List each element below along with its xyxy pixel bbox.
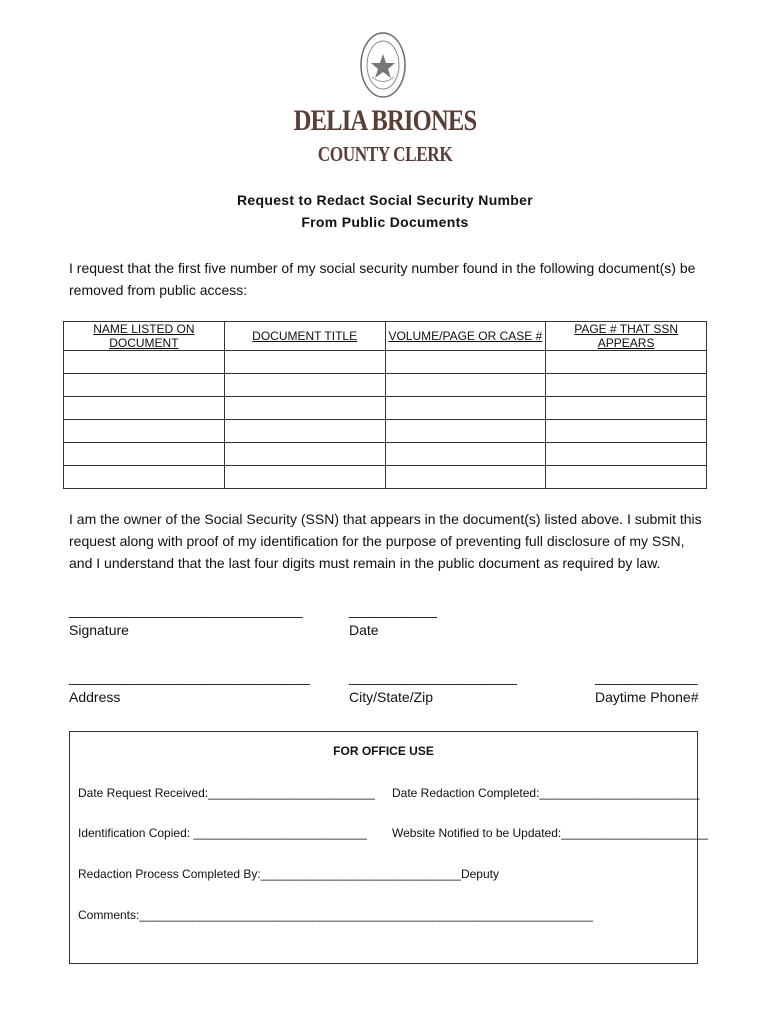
table-cell[interactable] <box>385 374 546 397</box>
table-cell[interactable] <box>64 443 225 466</box>
table-row <box>64 443 707 466</box>
table-cell[interactable] <box>224 443 385 466</box>
comments-field[interactable]: Comments:____________________________________________________________________ <box>78 908 594 922</box>
table-cell[interactable] <box>224 374 385 397</box>
table-cell[interactable] <box>385 397 546 420</box>
table-cell[interactable] <box>224 351 385 374</box>
date-label: Date <box>349 622 379 638</box>
table-cell[interactable] <box>64 420 225 443</box>
documents-table <box>63 321 707 489</box>
phone-line[interactable]: ______________ <box>595 669 698 685</box>
table-cell[interactable] <box>546 443 707 466</box>
intro-paragraph: I request that the first five number of my social security number found in the following document(s) be removed from public access: <box>69 260 696 298</box>
date-line[interactable]: ____________ <box>349 602 437 618</box>
clerk-name: DELIA BRIONES <box>293 104 477 137</box>
column-header-name: NAME LISTED ON DOCUMENT <box>64 322 225 351</box>
table-header-row <box>64 322 707 351</box>
column-header-volume: VOLUME/PAGE OR CASE # <box>385 322 546 351</box>
website-notified-field[interactable]: Website Notified to be Updated:______________________ <box>392 826 709 840</box>
table-row <box>64 466 707 489</box>
table-cell[interactable] <box>385 420 546 443</box>
table-cell[interactable] <box>224 466 385 489</box>
date-redaction-completed-field[interactable]: Date Redaction Completed:________________________ <box>392 786 700 800</box>
table-row <box>64 420 707 443</box>
table-cell[interactable] <box>546 397 707 420</box>
clerk-title: COUNTY CLERK <box>317 142 453 166</box>
redaction-completed-by-field[interactable]: Redaction Process Completed By:______________________________Deputy <box>78 867 499 881</box>
county-seal-logo <box>358 30 408 100</box>
table-row <box>64 397 707 420</box>
table-cell[interactable] <box>64 397 225 420</box>
column-header-page: PAGE # THAT SSN APPEARS <box>546 322 707 351</box>
table-cell[interactable] <box>64 351 225 374</box>
table-cell[interactable] <box>546 466 707 489</box>
date-request-received-field[interactable]: Date Request Received:_________________________ <box>78 786 375 800</box>
table-cell[interactable] <box>546 420 707 443</box>
table-cell[interactable] <box>385 351 546 374</box>
signature-label: Signature <box>69 622 129 638</box>
signature-line[interactable]: ________________________________ <box>69 602 303 618</box>
table-cell[interactable] <box>224 397 385 420</box>
identification-copied-field[interactable]: Identification Copied: __________________________ <box>78 826 367 840</box>
form-title: Request to Redact Social Security Number <box>237 192 533 208</box>
table-cell[interactable] <box>64 466 225 489</box>
table-cell[interactable] <box>64 374 225 397</box>
table-cell[interactable] <box>546 374 707 397</box>
city-state-zip-line[interactable]: _______________________ <box>349 669 517 685</box>
city-state-zip-label: City/State/Zip <box>349 689 434 705</box>
table-row <box>64 374 707 397</box>
table-cell[interactable] <box>385 466 546 489</box>
column-header-title: DOCUMENT TITLE <box>224 322 385 351</box>
office-use-box <box>69 731 709 964</box>
address-label: Address <box>69 689 121 705</box>
table-row <box>64 351 707 374</box>
table-cell[interactable] <box>224 420 385 443</box>
ownership-statement: I am the owner of the Social Security (SSN) that appears in the document(s) listed above. I submit this request along with proof of my identification for the purpose of preventing full disclosure of my SSN, and I understand that the last four digits must remain in the public document as required by law. <box>69 511 702 571</box>
table-cell[interactable] <box>546 351 707 374</box>
table-cell[interactable] <box>385 443 546 466</box>
address-line[interactable]: _________________________________ <box>69 669 310 685</box>
phone-label: Daytime Phone# <box>595 689 699 705</box>
office-use-title: FOR OFFICE USE <box>333 744 434 758</box>
form-subtitle: From Public Documents <box>301 214 469 230</box>
